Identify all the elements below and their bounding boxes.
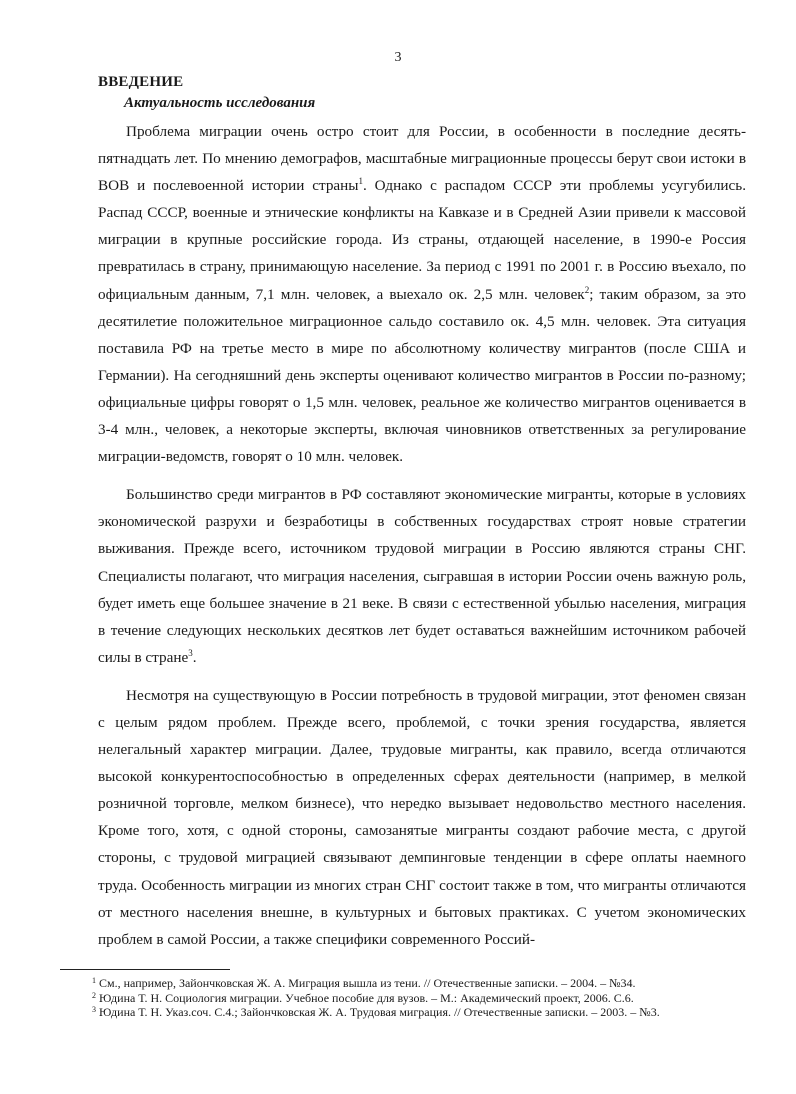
paragraph-text: . Однако с распадом СССР эти проблемы усугубились. Распад СССР, военные и этнические конфликты на Кавказе и в Средней Азии привели к массовой миграции в крупные российские города. Из страны, отдающей население, в 1990-е Россия превратилась в страну, принимающую население. За период с 1991 по 2001 г. в Россию въехало, по официальным данным, 7,1 млн. человек, а выехало ок. 2,5 млн. человек: [98, 177, 746, 303]
footnote: [92, 976, 752, 991]
footnote-marker: 2: [584, 284, 590, 295]
paragraph-text: ; таким образом, за это десятилетие положительное миграционное сальдо составило ок. 4,5 млн. человек. Эта ситуация поставила РФ на третье место в мире по абсолютному количеству мигрантов (после США и Германии). На сегодняшний день эксперты оценивают количество мигрантов в России по-разному; официальные цифры говорят о 1,5 млн. человек, реальное же количество мигрантов оценивается в 3-4 млн., человек, а некоторые эксперты, включая чиновников ответственных за регулирование миграции-ведомств, говорят о 10 млн. человек.: [98, 285, 747, 466]
page-number: 3: [394, 50, 402, 65]
paragraph-text: Проблема миграции очень остро стоит для России, в особенности в последние десять-пятнадцать лет. По мнению демографов, масштабные миграционные процессы берут свои истоки в ВОВ и послевоенной истории страны: [98, 123, 746, 195]
paragraph-text: .: [192, 648, 197, 666]
footnote-marker: 3: [188, 647, 193, 658]
footnote-marker: 1: [358, 176, 363, 187]
footnote-number: 3: [92, 1005, 96, 1014]
footnote-text: См., например, Зайончковская Ж. А. Миграция вышла из тени. // Отечественные записки. – 2004. – №34.: [96, 976, 636, 990]
footnote: [92, 991, 752, 1006]
paragraph-text: Несмотря на существующую в России потребность в трудовой миграции, этот феномен связан с целым рядом проблем. Прежде всего, проблемой, с точки зрения государства, является нелегальный характер миграции. Далее, трудовые мигранты, как правило, всегда отличаются высокой конкурентоспособностью в определенных сферах деятельности (например, в мелкой розничной торговле, мелком бизнесе), что нередко вызывает недовольство местного населения. Кроме того, хотя, с одной стороны, самозанятые мигранты создают рабочие места, с другой стороны, с трудовой миграцией связывают демпинговые тенденции в сфере оплаты наемного труда. Особенность миграции из многих стран СНГ состоит также в том, что мигранты отличаются от местного населения внешне, в культурных и бытовых практиках. С учетом экономических проблем в самой России, а также специфики современного Россий-: [98, 686, 746, 948]
footnotes: [92, 976, 752, 1020]
footnote-divider: [60, 969, 230, 970]
footnote-number: 2: [92, 990, 96, 1000]
paragraph-text: Большинство среди мигрантов в РФ составляют экономические мигранты, которые в условиях экономической разрухи и безработицы в собственных государствах строят новые стратегии выживания. Прежде всего, источником трудовой миграции в Россию являются страны СНГ. Специалисты полагают, что миграция населения, сыгравшая в истории России очень важную роль, будет иметь еще большее значение в 21 веке. В связи с естественной убылью населения, миграция в течение следующих нескольких десятков лет будет оставаться важнейшим источником рабочей силы в стране: [98, 486, 746, 666]
footnote-number: 1: [92, 976, 96, 985]
footnote-text: Юдина Т. Н. Указ.соч. С.4.; Зайончковская Ж. А. Трудовая миграция. // Отечественные записки. – 2003. – №3.: [96, 1005, 660, 1019]
footnote: [92, 1005, 752, 1020]
section-heading: ВВЕДЕНИЕ: [98, 74, 184, 90]
section-subheading: Актуальность исследования: [124, 95, 316, 111]
body-paragraph: [98, 118, 746, 470]
body-text: [98, 118, 746, 953]
footnote-text: Юдина Т. Н. Социология миграции. Учебное пособие для вузов. – М.: Академический проект, 2006. С.6.: [96, 990, 634, 1005]
body-paragraph: [98, 481, 746, 671]
body-paragraph: [98, 682, 746, 953]
